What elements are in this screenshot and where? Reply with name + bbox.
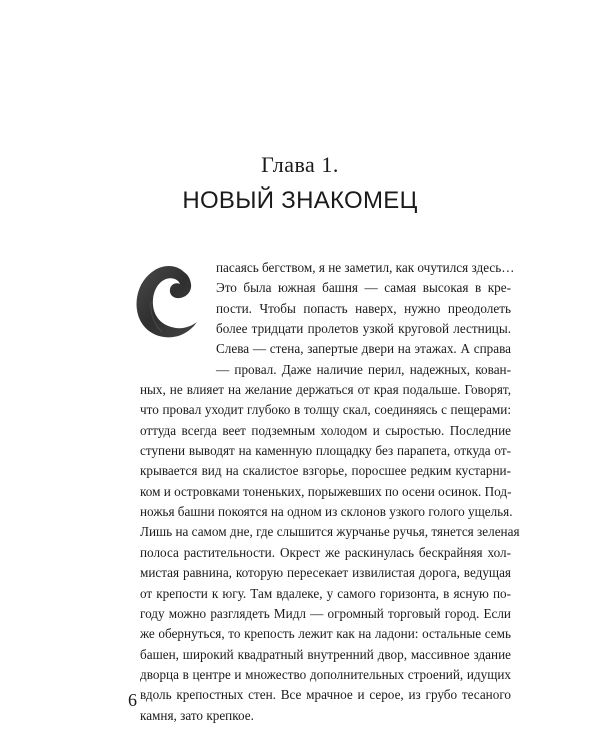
text-line: мистая равнина, которую пересекает извилистая дорога, ведущая [140, 565, 511, 581]
text-line: пасаясь бегством, я не заметил, как очутился здесь… [216, 260, 515, 275]
text-line: Это была южная башня — самая высокая в кре- [216, 280, 511, 296]
text-line: от крепости к югу. Там вдалеке, у самого горизонта, в ясную по- [140, 585, 511, 601]
text-line: ком и островками тоненьких, порыжевших по осени осинок. Под- [140, 483, 512, 499]
text-line: ступени выводят на каменную площадку без парапета, откуда от- [140, 443, 511, 459]
text-line: башен, широкий квадратный внутренний двор, массивное здание [140, 646, 511, 662]
text-line: пости. Чтобы попасть наверх, нужно преодолеть [216, 300, 511, 316]
text-line: дворца в центре и множество дополнительных строений, идущих [140, 666, 511, 682]
text-line: вдоль крепостных стен. Все мрачное и серое, из грубо тесаного [140, 687, 511, 703]
text-line: крывается вид на скалистое взгорье, поросшее редким кустарни- [140, 463, 511, 479]
chapter-number: Глава 1. [261, 152, 339, 177]
text-line: году можно разглядеть Мидл — огромный торговый город. Если [140, 605, 511, 621]
text-line: более тридцати пролетов узкой круговой лестницы. [216, 321, 511, 337]
text-line: Лишь на самом дне, где слышится журчанье ручья, тянется зеленая [140, 524, 520, 540]
text-line-last: камня, зато крепкое. [140, 707, 254, 723]
text-line: же обернуться, то крепость лежит как на ладони: остальные семь [140, 626, 511, 642]
text-line: — провал. Даже наличие перил, надежных, кован- [216, 361, 511, 377]
text-line: ножья башни покоятся на одном из склонов узкого голого ущелья. [140, 504, 513, 520]
text-line: полоса растительности. Окрест же раскинулась бескрайняя хол- [140, 544, 511, 560]
chapter-text [140, 258, 520, 726]
chapter-title: НОВЫЙ ЗНАКОМЕЦ [182, 187, 418, 214]
text-line: что провал уходит глубоко в толщу скал, соединяясь с пещерами: [140, 402, 511, 418]
text-line: ных, не влияет на желание держаться от края подальше. Говорят, [140, 382, 511, 398]
chapter-heading [0, 152, 600, 216]
text-line: оттуда всегда веет подземным холодом и сыростью. Последние [140, 422, 511, 438]
text-line: Слева — стена, запертые двери на этажах. А справа [216, 341, 511, 357]
page-number: 6 [128, 690, 137, 710]
